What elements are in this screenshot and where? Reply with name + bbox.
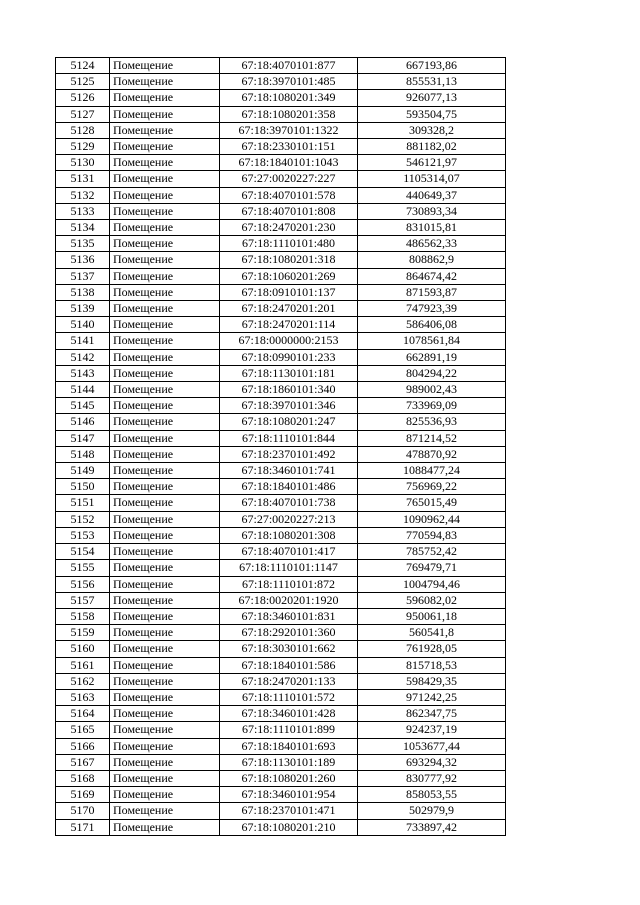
cadastral-value-cell: 662891,19 (358, 349, 506, 365)
row-number-cell: 5132 (56, 187, 110, 203)
cadastral-value-cell: 1078561,84 (358, 333, 506, 349)
object-type-cell: Помещение (110, 544, 220, 560)
cadastral-number-cell: 67:27:0020227:213 (220, 511, 358, 527)
row-number-cell: 5169 (56, 787, 110, 803)
row-number-cell: 5151 (56, 495, 110, 511)
row-number-cell: 5161 (56, 657, 110, 673)
cadastral-number-cell: 67:18:2470201:201 (220, 301, 358, 317)
object-type-cell: Помещение (110, 608, 220, 624)
cadastral-number-cell: 67:18:3970101:346 (220, 398, 358, 414)
object-type-cell: Помещение (110, 770, 220, 786)
cadastral-number-cell: 67:18:3970101:485 (220, 74, 358, 90)
object-type-cell: Помещение (110, 365, 220, 381)
cadastral-number-cell: 67:18:1080201:318 (220, 252, 358, 268)
cadastral-value-cell: 586406,08 (358, 317, 506, 333)
cadastral-value-cell: 825536,93 (358, 414, 506, 430)
cadastral-number-cell: 67:18:4070101:578 (220, 187, 358, 203)
row-number-cell: 5130 (56, 155, 110, 171)
row-number-cell: 5135 (56, 236, 110, 252)
cadastral-value-cell: 864674,42 (358, 268, 506, 284)
table-row (56, 576, 506, 592)
cadastral-number-cell: 67:18:1110101:1147 (220, 560, 358, 576)
cadastral-value-cell: 761928,05 (358, 641, 506, 657)
cadastral-number-cell: 67:18:1860101:340 (220, 382, 358, 398)
table-row (56, 365, 506, 381)
object-type-cell: Помещение (110, 592, 220, 608)
object-type-cell: Помещение (110, 333, 220, 349)
object-type-cell: Помещение (110, 74, 220, 90)
object-type-cell: Помещение (110, 463, 220, 479)
object-type-cell: Помещение (110, 122, 220, 138)
cadastral-number-cell: 67:18:1080201:308 (220, 527, 358, 543)
cadastral-value-cell: 858053,55 (358, 787, 506, 803)
cadastral-value-table (55, 57, 506, 836)
cadastral-number-cell: 67:18:3460101:831 (220, 608, 358, 624)
object-type-cell: Помещение (110, 58, 220, 74)
object-type-cell: Помещение (110, 625, 220, 641)
cadastral-value-cell: 440649,37 (358, 187, 506, 203)
table-row (56, 803, 506, 819)
cadastral-number-cell: 67:18:0990101:233 (220, 349, 358, 365)
table-row (56, 527, 506, 543)
object-type-cell: Помещение (110, 641, 220, 657)
cadastral-value-cell: 871593,87 (358, 284, 506, 300)
object-type-cell: Помещение (110, 803, 220, 819)
cadastral-value-cell: 309328,2 (358, 122, 506, 138)
object-type-cell: Помещение (110, 236, 220, 252)
cadastral-value-cell: 804294,22 (358, 365, 506, 381)
cadastral-number-cell: 67:18:1110101:572 (220, 689, 358, 705)
table-row (56, 560, 506, 576)
object-type-cell: Помещение (110, 171, 220, 187)
row-number-cell: 5125 (56, 74, 110, 90)
cadastral-value-cell: 989002,43 (358, 382, 506, 398)
cadastral-value-cell: 756969,22 (358, 479, 506, 495)
cadastral-number-cell: 67:18:1080201:210 (220, 819, 358, 835)
cadastral-number-cell: 67:18:1110101:844 (220, 430, 358, 446)
row-number-cell: 5133 (56, 203, 110, 219)
cadastral-value-cell: 871214,52 (358, 430, 506, 446)
cadastral-number-cell: 67:18:3970101:1322 (220, 122, 358, 138)
table-row (56, 754, 506, 770)
cadastral-number-cell: 67:18:1110101:872 (220, 576, 358, 592)
table-row (56, 90, 506, 106)
cadastral-value-cell: 950061,18 (358, 608, 506, 624)
row-number-cell: 5157 (56, 592, 110, 608)
row-number-cell: 5127 (56, 106, 110, 122)
row-number-cell: 5137 (56, 268, 110, 284)
cadastral-number-cell: 67:18:2470201:114 (220, 317, 358, 333)
cadastral-value-cell: 881182,02 (358, 139, 506, 155)
cadastral-number-cell: 67:18:1080201:358 (220, 106, 358, 122)
table-row (56, 333, 506, 349)
table-row (56, 349, 506, 365)
cadastral-value-cell: 733969,09 (358, 398, 506, 414)
cadastral-number-cell: 67:18:4070101:808 (220, 203, 358, 219)
row-number-cell: 5143 (56, 365, 110, 381)
cadastral-value-cell: 830777,92 (358, 770, 506, 786)
cadastral-value-cell: 1105314,07 (358, 171, 506, 187)
row-number-cell: 5142 (56, 349, 110, 365)
table-row (56, 689, 506, 705)
cadastral-number-cell: 67:18:2330101:151 (220, 139, 358, 155)
cadastral-number-cell: 67:18:2370101:492 (220, 446, 358, 462)
cadastral-value-cell: 546121,97 (358, 155, 506, 171)
cadastral-value-cell: 924237,19 (358, 722, 506, 738)
object-type-cell: Помещение (110, 495, 220, 511)
table-row (56, 819, 506, 835)
object-type-cell: Помещение (110, 446, 220, 462)
row-number-cell: 5149 (56, 463, 110, 479)
cadastral-number-cell: 67:18:4070101:877 (220, 58, 358, 74)
row-number-cell: 5140 (56, 317, 110, 333)
cadastral-number-cell: 67:18:1130101:181 (220, 365, 358, 381)
cadastral-value-cell: 560541,8 (358, 625, 506, 641)
cadastral-value-cell: 1090962,44 (358, 511, 506, 527)
table-row (56, 641, 506, 657)
table-row (56, 187, 506, 203)
cadastral-value-cell: 831015,81 (358, 220, 506, 236)
row-number-cell: 5141 (56, 333, 110, 349)
cadastral-number-cell: 67:18:1060201:269 (220, 268, 358, 284)
row-number-cell: 5145 (56, 398, 110, 414)
table-row (56, 284, 506, 300)
table-row (56, 106, 506, 122)
cadastral-value-cell: 855531,13 (358, 74, 506, 90)
object-type-cell: Помещение (110, 689, 220, 705)
row-number-cell: 5154 (56, 544, 110, 560)
table-row (56, 139, 506, 155)
object-type-cell: Помещение (110, 252, 220, 268)
table-row (56, 414, 506, 430)
cadastral-number-cell: 67:18:4070101:738 (220, 495, 358, 511)
cadastral-number-cell: 67:18:1110101:480 (220, 236, 358, 252)
row-number-cell: 5128 (56, 122, 110, 138)
object-type-cell: Помещение (110, 203, 220, 219)
cadastral-number-cell: 67:18:1840101:586 (220, 657, 358, 673)
row-number-cell: 5139 (56, 301, 110, 317)
cadastral-number-cell: 67:18:1080201:260 (220, 770, 358, 786)
row-number-cell: 5131 (56, 171, 110, 187)
object-type-cell: Помещение (110, 90, 220, 106)
object-type-cell: Помещение (110, 155, 220, 171)
row-number-cell: 5163 (56, 689, 110, 705)
row-number-cell: 5126 (56, 90, 110, 106)
object-type-cell: Помещение (110, 738, 220, 754)
object-type-cell: Помещение (110, 511, 220, 527)
table-row (56, 706, 506, 722)
cadastral-value-cell: 769479,71 (358, 560, 506, 576)
cadastral-value-cell: 730893,34 (358, 203, 506, 219)
table-row (56, 430, 506, 446)
table-row (56, 122, 506, 138)
row-number-cell: 5136 (56, 252, 110, 268)
row-number-cell: 5124 (56, 58, 110, 74)
object-type-cell: Помещение (110, 382, 220, 398)
object-type-cell: Помещение (110, 673, 220, 689)
row-number-cell: 5153 (56, 527, 110, 543)
cadastral-value-cell: 862347,75 (358, 706, 506, 722)
cadastral-number-cell: 67:18:4070101:417 (220, 544, 358, 560)
object-type-cell: Помещение (110, 722, 220, 738)
row-number-cell: 5134 (56, 220, 110, 236)
cadastral-number-cell: 67:18:3030101:662 (220, 641, 358, 657)
cadastral-number-cell: 67:18:0020201:1920 (220, 592, 358, 608)
row-number-cell: 5162 (56, 673, 110, 689)
table-row (56, 268, 506, 284)
cadastral-value-cell: 770594,83 (358, 527, 506, 543)
row-number-cell: 5148 (56, 446, 110, 462)
row-number-cell: 5167 (56, 754, 110, 770)
table-row (56, 398, 506, 414)
row-number-cell: 5138 (56, 284, 110, 300)
cadastral-value-cell: 486562,33 (358, 236, 506, 252)
table-row (56, 203, 506, 219)
object-type-cell: Помещение (110, 349, 220, 365)
object-type-cell: Помещение (110, 819, 220, 835)
cadastral-value-cell: 596082,02 (358, 592, 506, 608)
cadastral-value-cell: 971242,25 (358, 689, 506, 705)
cadastral-number-cell: 67:18:1130101:189 (220, 754, 358, 770)
table-row (56, 544, 506, 560)
document-page (55, 57, 505, 836)
row-number-cell: 5155 (56, 560, 110, 576)
object-type-cell: Помещение (110, 268, 220, 284)
table-row (56, 738, 506, 754)
object-type-cell: Помещение (110, 527, 220, 543)
object-type-cell: Помещение (110, 479, 220, 495)
row-number-cell: 5146 (56, 414, 110, 430)
cadastral-value-cell: 593504,75 (358, 106, 506, 122)
row-number-cell: 5168 (56, 770, 110, 786)
table-body (56, 58, 506, 836)
row-number-cell: 5160 (56, 641, 110, 657)
cadastral-number-cell: 67:18:0000000:2153 (220, 333, 358, 349)
object-type-cell: Помещение (110, 301, 220, 317)
table-row (56, 673, 506, 689)
table-row (56, 220, 506, 236)
row-number-cell: 5144 (56, 382, 110, 398)
cadastral-value-cell: 785752,42 (358, 544, 506, 560)
cadastral-number-cell: 67:18:2470201:230 (220, 220, 358, 236)
row-number-cell: 5159 (56, 625, 110, 641)
cadastral-value-cell: 815718,53 (358, 657, 506, 673)
cadastral-number-cell: 67:18:2470201:133 (220, 673, 358, 689)
table-row (56, 236, 506, 252)
table-row (56, 382, 506, 398)
table-row (56, 787, 506, 803)
object-type-cell: Помещение (110, 787, 220, 803)
cadastral-value-cell: 502979,9 (358, 803, 506, 819)
cadastral-number-cell: 67:27:0020227:227 (220, 171, 358, 187)
table-row (56, 495, 506, 511)
cadastral-value-cell: 667193,86 (358, 58, 506, 74)
cadastral-value-cell: 765015,49 (358, 495, 506, 511)
row-number-cell: 5152 (56, 511, 110, 527)
cadastral-number-cell: 67:18:3460101:428 (220, 706, 358, 722)
object-type-cell: Помещение (110, 220, 220, 236)
cadastral-number-cell: 67:18:1080201:349 (220, 90, 358, 106)
object-type-cell: Помещение (110, 106, 220, 122)
table-row (56, 74, 506, 90)
table-row (56, 301, 506, 317)
cadastral-value-cell: 1088477,24 (358, 463, 506, 479)
row-number-cell: 5170 (56, 803, 110, 819)
table-row (56, 463, 506, 479)
cadastral-value-cell: 1004794,46 (358, 576, 506, 592)
row-number-cell: 5147 (56, 430, 110, 446)
object-type-cell: Помещение (110, 706, 220, 722)
row-number-cell: 5166 (56, 738, 110, 754)
object-type-cell: Помещение (110, 657, 220, 673)
cadastral-number-cell: 67:18:1110101:899 (220, 722, 358, 738)
row-number-cell: 5171 (56, 819, 110, 835)
cadastral-value-cell: 733897,42 (358, 819, 506, 835)
table-row (56, 155, 506, 171)
table-row (56, 252, 506, 268)
table-row (56, 625, 506, 641)
object-type-cell: Помещение (110, 398, 220, 414)
table-row (56, 58, 506, 74)
table-row (56, 657, 506, 673)
table-row (56, 722, 506, 738)
object-type-cell: Помещение (110, 576, 220, 592)
table-row (56, 171, 506, 187)
cadastral-number-cell: 67:18:3460101:741 (220, 463, 358, 479)
row-number-cell: 5158 (56, 608, 110, 624)
table-row (56, 608, 506, 624)
cadastral-value-cell: 693294,32 (358, 754, 506, 770)
cadastral-value-cell: 926077,13 (358, 90, 506, 106)
table-row (56, 479, 506, 495)
object-type-cell: Помещение (110, 414, 220, 430)
cadastral-value-cell: 747923,39 (358, 301, 506, 317)
object-type-cell: Помещение (110, 430, 220, 446)
object-type-cell: Помещение (110, 139, 220, 155)
row-number-cell: 5156 (56, 576, 110, 592)
cadastral-number-cell: 67:18:3460101:954 (220, 787, 358, 803)
table-row (56, 317, 506, 333)
table-row (56, 511, 506, 527)
row-number-cell: 5164 (56, 706, 110, 722)
object-type-cell: Помещение (110, 284, 220, 300)
cadastral-value-cell: 478870,92 (358, 446, 506, 462)
cadastral-number-cell: 67:18:1080201:247 (220, 414, 358, 430)
object-type-cell: Помещение (110, 560, 220, 576)
object-type-cell: Помещение (110, 187, 220, 203)
cadastral-number-cell: 67:18:1840101:693 (220, 738, 358, 754)
table-row (56, 446, 506, 462)
cadastral-value-cell: 808862,9 (358, 252, 506, 268)
cadastral-number-cell: 67:18:1840101:1043 (220, 155, 358, 171)
cadastral-number-cell: 67:18:1840101:486 (220, 479, 358, 495)
cadastral-number-cell: 67:18:0910101:137 (220, 284, 358, 300)
table-row (56, 770, 506, 786)
cadastral-value-cell: 1053677,44 (358, 738, 506, 754)
object-type-cell: Помещение (110, 317, 220, 333)
table-row (56, 592, 506, 608)
row-number-cell: 5150 (56, 479, 110, 495)
row-number-cell: 5129 (56, 139, 110, 155)
row-number-cell: 5165 (56, 722, 110, 738)
cadastral-value-cell: 598429,35 (358, 673, 506, 689)
cadastral-number-cell: 67:18:2920101:360 (220, 625, 358, 641)
object-type-cell: Помещение (110, 754, 220, 770)
cadastral-number-cell: 67:18:2370101:471 (220, 803, 358, 819)
